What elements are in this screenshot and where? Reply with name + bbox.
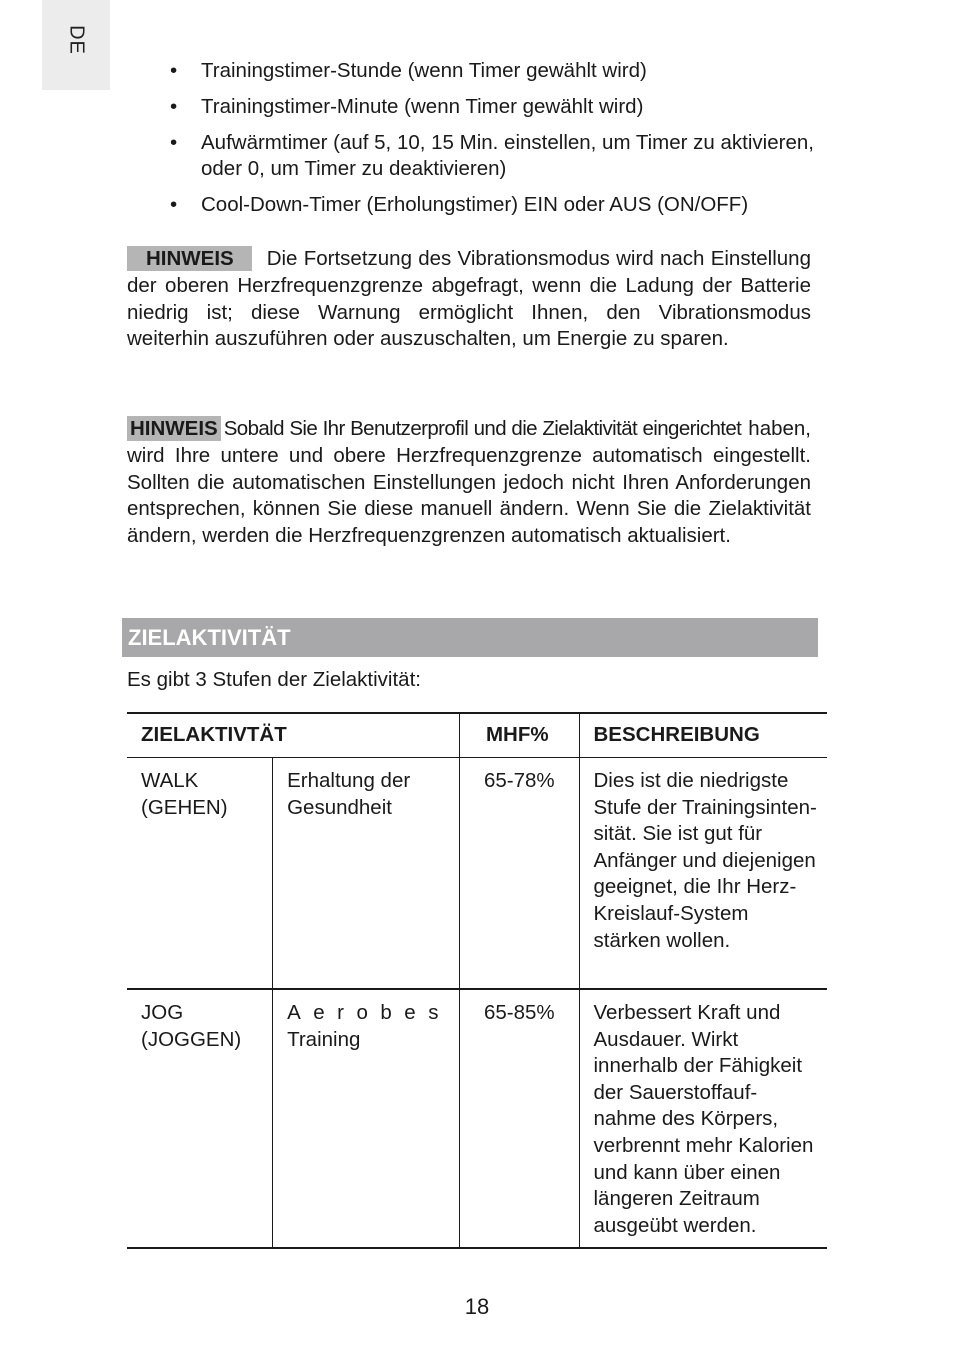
table-row xyxy=(127,989,827,1248)
section-intro: Es gibt 3 Stufen der Zielaktivität: xyxy=(127,668,421,691)
table-header-row xyxy=(127,713,827,758)
language-tab xyxy=(42,0,110,90)
mhf-cell: 65-78% xyxy=(459,758,579,990)
language-tab-label: DE xyxy=(65,25,88,55)
column-header: MHF% xyxy=(459,713,579,758)
page-number: 18 xyxy=(464,1294,490,1319)
activity-table xyxy=(127,712,827,1249)
list-item xyxy=(170,130,830,182)
note-text: haben, wird Ihre untere und obere Herzfrequenzgrenze automatisch eingestellt. Sollten die automatischen Einstellungen jedoch nicht Ihren Anforderungen entsprechen, können Sie diese manuell ändern. Wenn Sie die Zielaktivität ändern, werden die Herzfrequenzgrenzen automatisch aktualisiert. xyxy=(127,417,811,548)
mhf-cell: 65-85% xyxy=(459,989,579,1248)
note-label: HINWEIS xyxy=(127,416,221,441)
bullet-icon: • xyxy=(170,193,178,216)
note-text-first-line: Sobald Sie Ihr Benutzerprofil und die Zielaktivität eingerichtet xyxy=(223,417,742,440)
description-cell: Dies ist die niedrigste Stufe der Trainingsinten-sität. Sie ist gut für Anfänger und diejenigen geeignet, die Ihr Herz-Kreislauf-System stärken wollen. xyxy=(579,758,827,990)
note-text: Die Fortsetzung des Vibrationsmodus wird nach Einstellung der oberen Herzfrequenzgrenze abgefragt, wenn die Ladung der Batterie niedrig ist; diese Warnung ermöglicht Ihnen, den Vibrationsmodus weiterhin auszuführen oder auszuschalten, um Energie zu sparen. xyxy=(127,247,811,351)
goal-cell: Erhaltung der Gesundheit xyxy=(273,758,460,990)
goal-first-line: Aerobes xyxy=(287,1001,451,1024)
list-item-text: Cool-Down-Timer (Erholungstimer) EIN oder AUS (ON/OFF) xyxy=(201,193,749,216)
note-vibration xyxy=(127,246,811,353)
bullet-icon: • xyxy=(170,131,178,154)
goal-cell xyxy=(273,989,460,1248)
section-title: ZIELAKTIVITÄT xyxy=(122,618,818,657)
note-profile xyxy=(127,416,811,550)
list-item xyxy=(170,58,830,84)
table-row xyxy=(127,758,827,990)
timer-settings-list xyxy=(170,58,830,228)
bullet-icon: • xyxy=(170,95,178,118)
level-cell: WALK (GEHEN) xyxy=(127,758,273,990)
bullet-icon: • xyxy=(170,59,178,82)
list-item-text: Trainingstimer-Minute (wenn Timer gewählt wird) xyxy=(201,95,644,118)
description-cell: Verbessert Kraft und Ausdauer. Wirkt innerhalb der Fähigkeit der Sauerstoffauf-nahme des Körpers, verbrennt mehr Kalorien und kann über einen längeren Zeitraum ausgeübt werden. xyxy=(579,989,827,1248)
column-header: BESCHREIBUNG xyxy=(579,713,827,758)
level-cell: JOG (JOGGEN) xyxy=(127,989,273,1248)
list-item xyxy=(170,94,830,120)
list-item-text: Aufwärmtimer (auf 5, 10, 15 Min. einstellen, um Timer zu aktivieren, oder 0, um Timer zu deaktivieren) xyxy=(201,131,814,180)
column-header: ZIELAKTIVTÄT xyxy=(127,713,459,758)
goal-second-line: Training xyxy=(287,1027,361,1051)
list-item xyxy=(170,192,830,218)
list-item-text: Trainingstimer-Stunde (wenn Timer gewählt wird) xyxy=(201,59,647,82)
note-label: HINWEIS xyxy=(127,246,252,271)
